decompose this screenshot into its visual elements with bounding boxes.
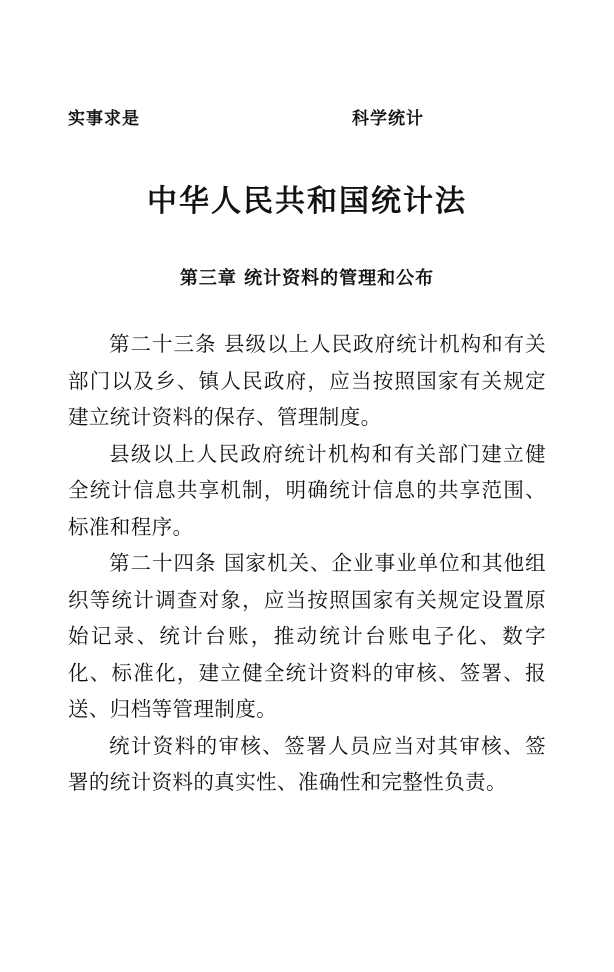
chapter-heading: 第三章 统计资料的管理和公布 [179,268,435,289]
header-right-motto: 科学统计 [352,109,424,129]
header-left-motto: 实事求是 [68,109,140,129]
paragraph-article-23: 第二十三条 县级以上人民政府统计机构和有关部门以及乡、镇人民政府，应当按照国家有关规定建立统计资料的保存、管理制度。 [68,332,546,429]
paragraph-article-24-second: 统计资料的审核、签署人员应当对其审核、签署的统计资料的真实性、准确性和完整性负责。 [68,733,546,794]
page-header [68,104,546,129]
document-title: 中华人民共和国统计法 [147,184,467,219]
document-body [68,326,546,801]
paragraph-article-24: 第二十四条 国家机关、企业事业单位和其他组织等统计调查对象，应当按照国家有关规定设置原始记录、统计台账，推动统计台账电子化、数字化、标准化，建立健全统计资料的审核、签署、报送、归档等管理制度。 [68,551,546,721]
paragraph-article-23-second: 县级以上人民政府统计机构和有关部门建立健全统计信息共享机制，明确统计信息的共享范围、标准和程序。 [68,441,546,539]
